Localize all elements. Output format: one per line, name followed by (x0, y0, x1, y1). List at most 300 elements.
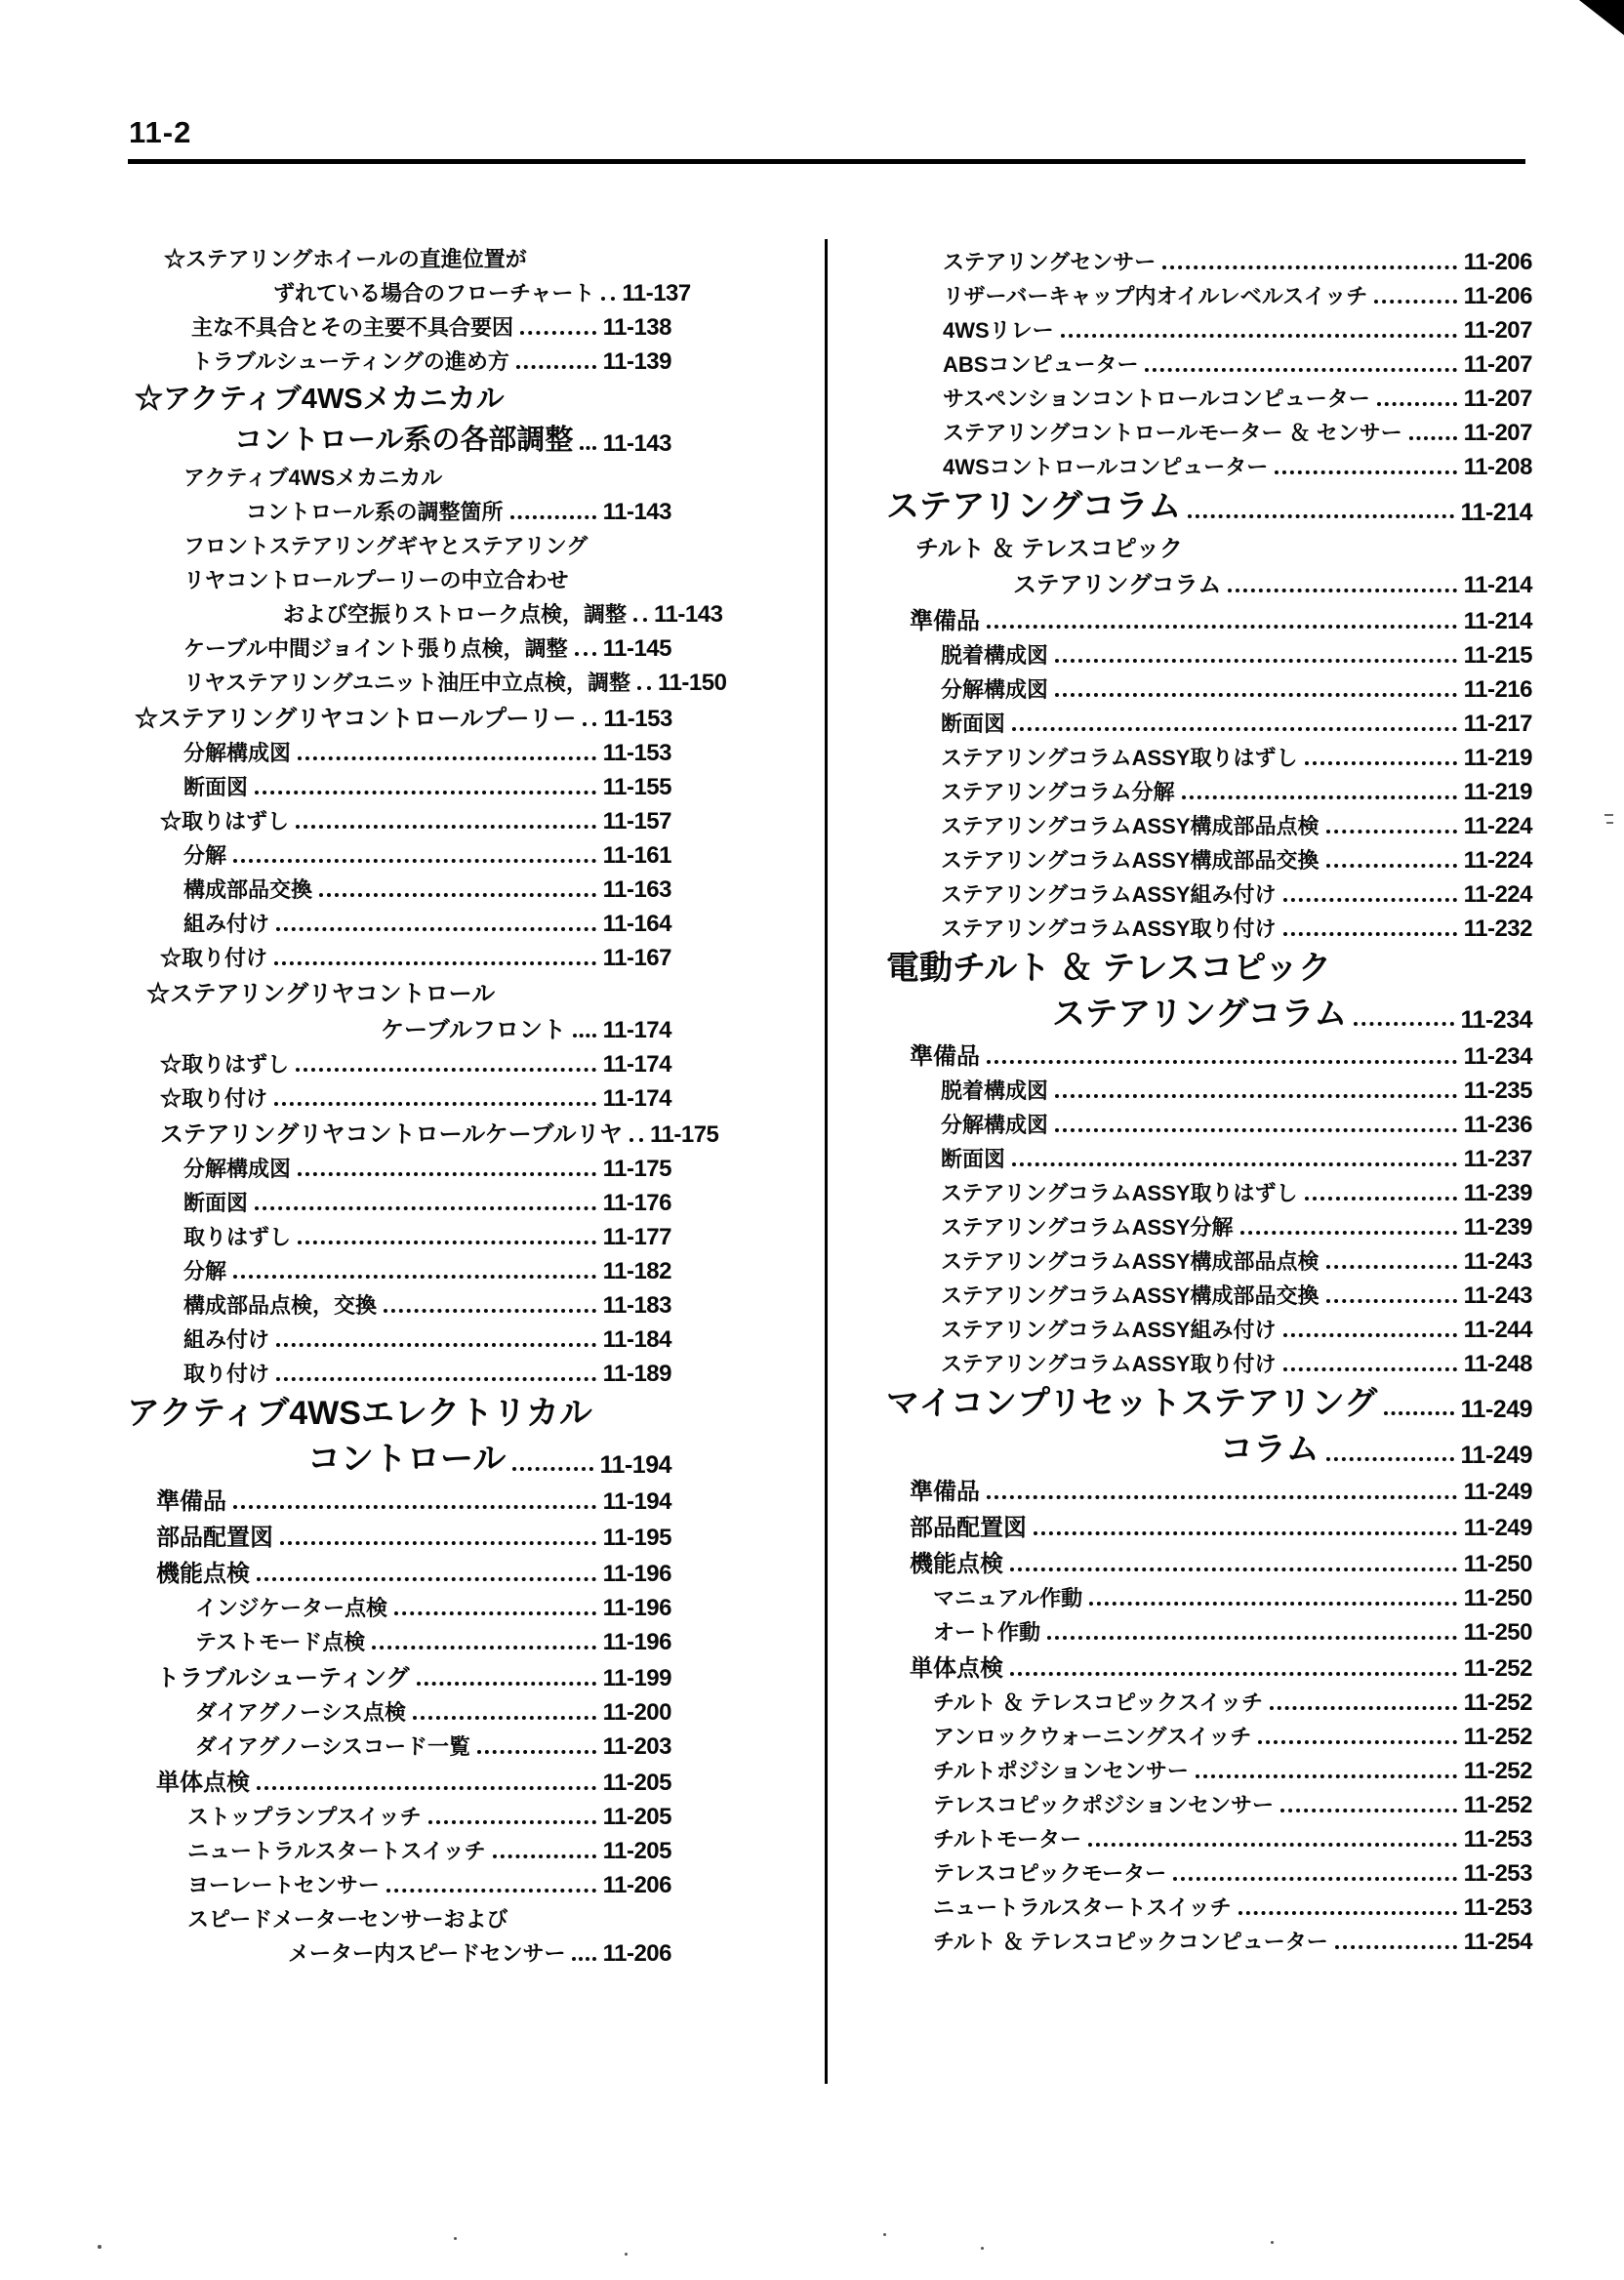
toc-entry (886, 1819, 1532, 1853)
dot-leader (296, 825, 596, 829)
toc-entry-page: 11-217 (1463, 711, 1532, 737)
dot-leader (1275, 470, 1456, 474)
toc-entry (127, 1692, 671, 1727)
dot-leader (1089, 1602, 1456, 1606)
toc-entry-page: 11-183 (602, 1292, 671, 1319)
toc-entry (886, 943, 1532, 989)
toc-entry-page: 11-206 (1463, 249, 1532, 275)
toc-entry-label: 構成部品点検，交換 (183, 1293, 378, 1318)
toc-entry-label: 構成部品交換 (183, 877, 313, 902)
toc-entry-label: ずれている場合のフローチャート (273, 281, 595, 305)
dot-leader (298, 1241, 596, 1244)
toc-entry (127, 342, 671, 376)
dot-leader (1010, 1672, 1457, 1676)
toc-entry-label: 4WSコントロールコンピューター (943, 455, 1269, 479)
toc-entry-label: 準備品 (910, 1479, 980, 1505)
toc-entry-page: 11-194 (602, 1488, 671, 1515)
toc-entry (127, 1388, 671, 1434)
dot-leader (296, 1068, 596, 1072)
toc-entry (886, 772, 1532, 806)
toc-entry-page: 11-138 (602, 314, 671, 341)
toc-entry (886, 1105, 1532, 1139)
toc-entry-label: ダイアグノーシスコード一覧 (195, 1734, 471, 1759)
toc-entry (886, 840, 1532, 875)
dot-leader (1305, 761, 1457, 765)
toc-entry (127, 273, 691, 307)
toc-entry (886, 1888, 1532, 1922)
toc-entry (127, 1251, 671, 1285)
toc-entry (886, 1378, 1532, 1424)
toc-entry (886, 1751, 1532, 1785)
toc-entry-label: 電動チルト ＆ テレスコピック (886, 950, 1332, 987)
toc-entry-label: ☆アクティブ4WSメカニカル (135, 384, 505, 415)
toc-entry (886, 1785, 1532, 1819)
toc-entry (127, 1831, 671, 1865)
toc-entry-page: 11-195 (602, 1525, 671, 1551)
toc-entry-label: 機能点検 (156, 1561, 250, 1587)
toc-entry-page: 11-207 (1463, 420, 1532, 446)
toc-entry (886, 1344, 1532, 1378)
scan-corner-mark (1579, 0, 1624, 35)
toc-entry (886, 909, 1532, 943)
toc-entry (127, 1320, 671, 1354)
toc-entry (127, 1079, 671, 1113)
toc-entry (886, 1139, 1532, 1173)
toc-entry (127, 733, 671, 767)
toc-entry-label: ステアリングコラムASSY構成部品交換 (941, 848, 1320, 873)
toc-entry (127, 1797, 671, 1831)
toc-entry-page: 11-206 (602, 1940, 671, 1967)
toc-entry (127, 376, 671, 417)
toc-entry (127, 801, 671, 835)
toc-entry-page: 11-248 (1463, 1351, 1532, 1377)
toc-entry-label: ステアリングコントロールモーター ＆ センサー (943, 421, 1402, 445)
dot-leader (493, 1854, 596, 1858)
toc-entry-label: テレスコピックモーター (933, 1861, 1167, 1886)
dot-leader (428, 1820, 596, 1824)
scan-speck (981, 2247, 984, 2250)
scan-scratch (1606, 822, 1613, 824)
dot-leader (276, 927, 596, 931)
toc-entry-page: 11-161 (602, 842, 671, 869)
toc-entry-label: ステアリングコラムASSY組み付け (941, 882, 1277, 907)
toc-entry-page: 11-236 (1463, 1112, 1532, 1138)
toc-entry (886, 1173, 1532, 1207)
toc-entry-label: ケーブル中間ジョイント張り点検，調整 (183, 636, 568, 661)
toc-entry (127, 1285, 671, 1320)
toc-entry (127, 629, 671, 663)
toc-entry-label: メーター内スピードセンサー (288, 1941, 566, 1966)
dot-leader (580, 446, 595, 450)
toc-entry-page: 11-143 (654, 601, 723, 628)
toc-entry-page: 11-249 (1463, 1515, 1532, 1541)
toc-entry-page: 11-224 (1463, 813, 1532, 839)
scan-speck (98, 2245, 102, 2249)
toc-entry-page: 11-253 (1463, 1894, 1532, 1921)
dot-leader (1182, 795, 1457, 799)
toc-entry-label: ステアリングセンサー (943, 250, 1157, 274)
dot-leader (987, 1495, 1457, 1499)
toc-entry-page: 11-214 (1463, 572, 1532, 598)
scan-speck (454, 2237, 457, 2240)
toc-entry (886, 1424, 1532, 1470)
toc-entry-label: スピードメーターセンサーおよび (187, 1907, 508, 1932)
toc-entry (127, 835, 671, 870)
dot-leader (384, 1309, 596, 1313)
toc-entry-page: 11-200 (602, 1699, 671, 1726)
toc-entry-page: 11-224 (1463, 881, 1532, 908)
dot-leader (1055, 1128, 1457, 1132)
dot-leader (233, 859, 596, 863)
dot-leader (1283, 932, 1457, 936)
scan-speck (625, 2253, 628, 2256)
toc-entry-page: 11-164 (602, 911, 671, 937)
toc-entry (127, 492, 671, 526)
dot-leader (1012, 727, 1457, 731)
toc-entry-page: 11-137 (622, 280, 691, 306)
toc-entry-page: 11-215 (1463, 642, 1532, 669)
dot-leader (987, 1060, 1457, 1064)
toc-entry-label: 分解構成図 (183, 741, 292, 765)
toc-entry-label: ステアリングリヤコントロールケーブルリヤ (160, 1121, 623, 1148)
toc-entry-label: コントロール (307, 1441, 507, 1478)
dot-leader (510, 515, 596, 519)
toc-left-column (127, 239, 727, 1968)
header-rule (128, 159, 1525, 164)
toc-entry (127, 1761, 671, 1797)
dot-leader (1240, 1231, 1457, 1235)
dot-leader (280, 1541, 596, 1545)
toc-entry-page: 11-243 (1463, 1282, 1532, 1309)
toc-entry-label: ステアリングコラム (1013, 572, 1222, 598)
toc-entry (886, 1647, 1532, 1683)
toc-entry-page: 11-234 (1460, 1006, 1532, 1034)
dot-leader (1409, 436, 1457, 440)
toc-entry-page: 11-235 (1463, 1078, 1532, 1104)
dot-leader (1384, 1411, 1453, 1415)
toc-entry-page: 11-155 (602, 774, 671, 800)
toc-entry-page: 11-203 (602, 1733, 671, 1760)
toc-entry (886, 1542, 1532, 1578)
toc-entry-page: 11-145 (602, 635, 671, 662)
toc-entry (886, 481, 1532, 527)
toc-entry-label: 準備品 (910, 1043, 980, 1070)
toc-entry (886, 563, 1532, 599)
dot-leader (1188, 514, 1453, 518)
dot-leader (1280, 1809, 1457, 1812)
toc-entry (886, 1717, 1532, 1751)
toc-entry (127, 1656, 671, 1692)
toc-entry-label: 主な不具合とその主要不具合要因 (191, 315, 514, 340)
toc-entry (127, 1865, 671, 1899)
dot-leader (1335, 1945, 1457, 1949)
toc-entry-page: 11-184 (602, 1326, 671, 1353)
dot-leader (1374, 300, 1456, 304)
dot-leader (372, 1646, 595, 1649)
dot-leader (1326, 864, 1457, 868)
toc-entry-page: 11-252 (1463, 1792, 1532, 1818)
toc-entry-page: 11-216 (1463, 676, 1532, 703)
toc-entry (886, 599, 1532, 635)
dot-leader (1377, 402, 1457, 406)
toc-entry-page: 11-252 (1463, 1655, 1532, 1682)
toc-entry (127, 1588, 671, 1622)
dot-leader (1034, 1531, 1457, 1535)
toc-entry-page: 11-214 (1463, 608, 1532, 634)
dot-leader (573, 1034, 596, 1038)
toc-entry-page: 11-167 (602, 945, 671, 971)
toc-entry-label: 脱着構成図 (941, 643, 1049, 668)
dot-leader (1283, 1333, 1457, 1337)
toc-entry-page: 11-206 (1463, 283, 1532, 309)
toc-entry-page: 11-224 (1463, 847, 1532, 874)
toc-entry-label: トラブルシューティングの進め方 (191, 349, 509, 374)
toc-entry (127, 526, 671, 560)
toc-entry (886, 527, 1532, 563)
toc-entry (886, 447, 1532, 481)
dot-leader (319, 893, 596, 897)
toc-entry-label: ☆ステアリングリヤコントロール (146, 981, 496, 1007)
dot-leader (233, 1275, 596, 1279)
toc-entry-label: アクティブ4WSエレクトリカル (127, 1395, 592, 1432)
dot-leader (257, 1786, 596, 1790)
toc-entry-label: ステアリングコラムASSY構成部品交換 (941, 1283, 1320, 1308)
toc-entry-label: 部品配置図 (910, 1515, 1027, 1541)
toc-entry (127, 1183, 671, 1217)
toc-entry-label: ストップランプスイッチ (187, 1805, 422, 1829)
toc-entry-page: 11-252 (1463, 1724, 1532, 1750)
toc-entry-label: 取りはずし (183, 1225, 292, 1249)
dot-leader (1228, 589, 1456, 592)
toc-entry (886, 310, 1532, 345)
toc-entry (886, 276, 1532, 310)
toc-entry (127, 697, 671, 733)
toc-entry-label: ☆取りはずし (160, 809, 290, 834)
toc-entry-label: ニュートラルスタートスイッチ (187, 1839, 486, 1863)
dot-leader (1305, 1197, 1457, 1201)
dot-leader (1326, 1299, 1457, 1303)
dot-leader (516, 365, 596, 369)
toc-entry-page: 11-239 (1463, 1180, 1532, 1206)
toc-entry-label: 取り付け (183, 1362, 270, 1386)
toc-entry-label: アクティブ4WSメカニカル (183, 466, 443, 490)
dot-leader (1326, 830, 1457, 834)
toc-entry-label: サスペンションコントロールコンピューター (943, 387, 1370, 411)
toc-entry-page: 11-205 (602, 1804, 671, 1830)
toc-entry-page: 11-143 (602, 430, 671, 457)
toc-entry (127, 458, 671, 492)
toc-entry-label: ヨーレートセンサー (187, 1873, 380, 1897)
toc-entry (127, 560, 671, 594)
toc-entry (127, 1008, 671, 1044)
toc-entry-page: 11-208 (1463, 454, 1532, 480)
dot-leader (637, 686, 651, 690)
dot-leader (520, 331, 596, 335)
dot-leader (1012, 1162, 1457, 1166)
dot-leader (575, 652, 596, 656)
dot-leader (255, 1206, 596, 1210)
dot-leader (1055, 659, 1457, 663)
toc-entry-page: 11-207 (1463, 351, 1532, 378)
dot-leader (1088, 1843, 1457, 1847)
toc-entry-label: および空振りストローク点検，調整 (283, 602, 628, 627)
toc-entry-page: 11-189 (602, 1361, 671, 1387)
toc-entry (127, 1434, 671, 1480)
toc-entry (886, 379, 1532, 413)
column-divider (825, 239, 828, 2084)
toc-entry-label: ケーブルフロント (381, 1017, 566, 1043)
toc-entry-page: 11-157 (602, 808, 671, 835)
dot-leader (413, 1716, 596, 1720)
toc-entry-label: トラブルシューティング (156, 1665, 410, 1691)
dot-leader (1055, 1094, 1457, 1098)
toc-entry-label: チルト ＆ テレスコピックコンピューター (933, 1930, 1328, 1954)
toc-entry-page: 11-249 (1460, 1396, 1532, 1423)
toc-entry-label: オート作動 (933, 1620, 1041, 1645)
toc-entry-label: ステアリングコラムASSY分解 (941, 1215, 1234, 1240)
toc-entry (886, 989, 1532, 1035)
toc-entry-page: 11-254 (1463, 1929, 1532, 1955)
toc-entry (886, 345, 1532, 379)
toc-entry-label: マニュアル作動 (933, 1586, 1083, 1610)
toc-entry-label: コントロール系の各部調整 (234, 425, 574, 456)
toc-entry-label: 断面図 (183, 1191, 249, 1215)
toc-entry (886, 875, 1532, 909)
scan-speck (1271, 2241, 1274, 2244)
dot-leader (276, 1377, 596, 1381)
toc-entry-label: ステアリングコラムASSY取りはずし (941, 1181, 1298, 1205)
toc-entry (886, 806, 1532, 840)
toc-entry (127, 1899, 671, 1934)
toc-entry-label: ステアリングコラムASSY取り付け (941, 1352, 1277, 1376)
toc-entry-page: 11-249 (1460, 1442, 1532, 1469)
toc-entry-page: 11-177 (602, 1224, 671, 1250)
dot-leader (1326, 1265, 1457, 1269)
dot-leader (298, 1172, 596, 1176)
dot-leader (1010, 1568, 1457, 1571)
toc-entry-label: 準備品 (910, 608, 980, 634)
toc-entry-label: コラム (1220, 1431, 1320, 1468)
toc-entry-label: ステアリングコラムASSY取りはずし (941, 746, 1298, 770)
toc-entry (886, 1242, 1532, 1276)
toc-entry-page: 11-207 (1463, 386, 1532, 412)
toc-entry-label: チルト ＆ テレスコピックスイッチ (933, 1690, 1264, 1715)
toc-right-column (886, 242, 1532, 1956)
toc-entry-page: 11-232 (1463, 916, 1532, 942)
toc-entry (886, 1853, 1532, 1888)
dot-leader (1061, 334, 1457, 338)
toc-entry-page: 11-163 (602, 876, 671, 903)
toc-entry (127, 1354, 671, 1388)
dot-leader (255, 791, 596, 794)
toc-entry (127, 904, 671, 938)
toc-entry-page: 11-139 (602, 348, 671, 375)
toc-entry-label: インジケーター点検 (195, 1596, 388, 1620)
scan-scratch (1604, 814, 1613, 816)
toc-entry-label: コントロール系の調整箇所 (246, 500, 504, 524)
toc-entry-label: ステアリングコラムASSY構成部品点検 (941, 1249, 1320, 1274)
toc-entry-page: 11-194 (599, 1451, 671, 1479)
toc-entry-label: 単体点検 (910, 1655, 1003, 1682)
toc-entry-label: チルトモーター (933, 1827, 1082, 1852)
toc-entry-page: 11-253 (1463, 1826, 1532, 1852)
toc-entry-page: 11-237 (1463, 1146, 1532, 1172)
dot-leader (1055, 693, 1457, 697)
toc-entry-label: 準備品 (156, 1488, 226, 1515)
toc-entry (127, 938, 671, 972)
toc-entry-page: 11-234 (1463, 1043, 1532, 1070)
toc-entry (127, 1044, 671, 1079)
toc-entry-page: 11-196 (602, 1629, 671, 1655)
dot-leader (1196, 1774, 1457, 1778)
toc-entry-page: 11-206 (602, 1872, 671, 1898)
toc-entry-label: 機能点検 (910, 1551, 1003, 1577)
toc-entry-page: 11-175 (650, 1121, 719, 1148)
toc-entry-page: 11-182 (602, 1258, 671, 1284)
toc-entry-label: 分解 (183, 843, 227, 868)
toc-entry-page: 11-244 (1463, 1317, 1532, 1343)
toc-entry-label: アンロックウォーニングスイッチ (933, 1725, 1252, 1749)
toc-entry (127, 307, 671, 342)
toc-entry (127, 1149, 671, 1183)
dot-leader (1162, 265, 1456, 269)
toc-entry-label: リヤコントロールプーリーの中立合わせ (183, 568, 569, 592)
dot-leader (477, 1750, 596, 1754)
toc-entry-label: ステアリングコラムASSY構成部品点検 (941, 814, 1320, 838)
dot-leader (417, 1682, 596, 1686)
scan-speck (883, 2233, 886, 2236)
toc-entry-page: 11-205 (602, 1838, 671, 1864)
toc-entry-page: 11-250 (1463, 1619, 1532, 1646)
toc-entry (127, 1217, 671, 1251)
toc-entry-page: 11-174 (602, 1085, 671, 1112)
toc-entry-label: ☆取り付け (160, 1086, 268, 1111)
toc-entry-page: 11-174 (602, 1051, 671, 1078)
toc-entry-label: チルト ＆ テレスコピック (915, 536, 1183, 562)
dot-leader (276, 1343, 596, 1347)
toc-entry-page: 11-175 (602, 1156, 671, 1182)
toc-entry-label: ABSコンピューター (943, 352, 1139, 377)
toc-entry (886, 1578, 1532, 1612)
toc-entry-page: 11-199 (602, 1665, 671, 1691)
toc-entry-page: 11-207 (1463, 317, 1532, 344)
toc-entry-label: チルトポジションセンサー (933, 1759, 1189, 1783)
toc-entry (886, 242, 1532, 276)
toc-entry (886, 738, 1532, 772)
toc-entry-page: 11-150 (658, 670, 727, 696)
toc-entry-label: ステアリングコラム (1052, 996, 1348, 1033)
toc-entry-label: ☆ステアリングリヤコントロールプーリー (135, 706, 577, 732)
dot-leader (987, 625, 1457, 629)
dot-leader (1047, 1636, 1457, 1640)
dot-leader (1283, 898, 1457, 902)
dot-leader (583, 722, 596, 726)
toc-entry-label: 分解構成図 (941, 1113, 1049, 1137)
toc-entry (886, 1470, 1532, 1506)
toc-entry-label: 脱着構成図 (941, 1079, 1049, 1103)
toc-entry (886, 704, 1532, 738)
toc-entry-label: 断面図 (941, 712, 1006, 736)
toc-entry (127, 1516, 671, 1552)
toc-entry-page: 11-239 (1463, 1214, 1532, 1241)
toc-entry-page: 11-143 (602, 499, 671, 525)
toc-entry-label: 部品配置図 (156, 1525, 273, 1551)
dot-leader (394, 1611, 596, 1615)
toc-entry-label: 単体点検 (156, 1770, 250, 1796)
toc-entry-page: 11-196 (602, 1595, 671, 1621)
toc-entry (127, 1113, 719, 1149)
toc-entry-label: 分解 (183, 1259, 227, 1283)
